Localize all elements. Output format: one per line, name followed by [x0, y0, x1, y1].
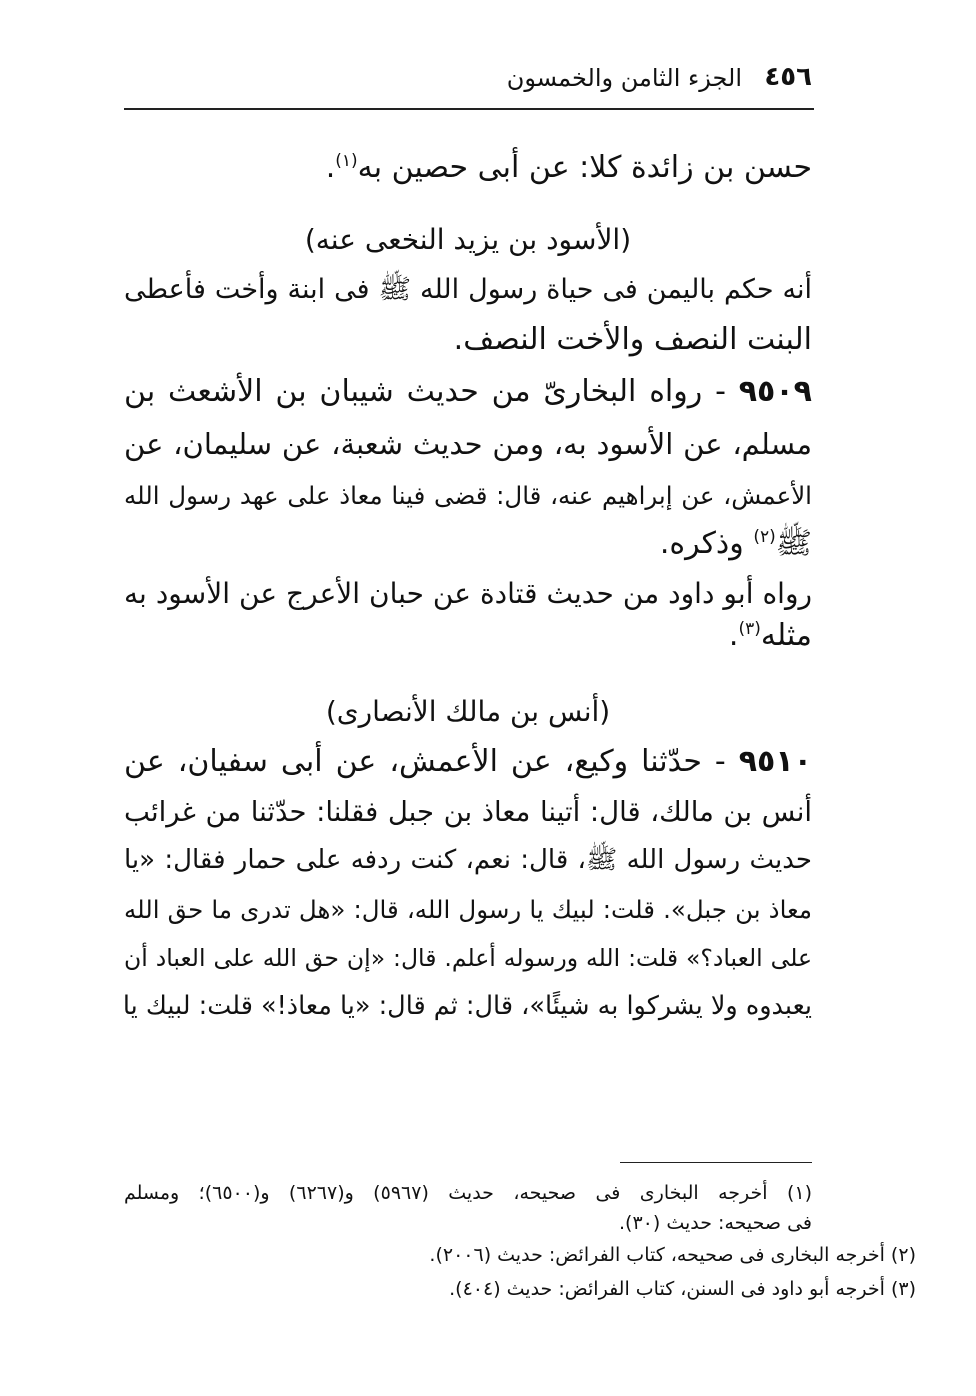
footnote-marker: (٣) [738, 619, 761, 639]
text-segment: حسن بن زائدة كلا: عن أبى حصين به [357, 150, 812, 185]
footnote-marker: (١) [335, 151, 358, 171]
footnote-divider [620, 1162, 812, 1163]
salutation-glyph: ﷺ [775, 526, 812, 561]
header-divider [124, 108, 814, 110]
text-line: على العباد؟» قلت: الله ورسوله أعلم. قال: «إن حق الله على العباد أن [124, 944, 812, 972]
text-line: رواه أبو داود من حديث قتادة عن حبان الأعرج عن الأسود به [124, 577, 812, 610]
text-segment: . [728, 618, 739, 653]
footnote-marker: (٢) [753, 527, 776, 547]
footnote-line: (٢) أخرجه البخارى فى صحيحه، كتاب الفرائض: حديث (٢٠٠٦). [429, 1244, 916, 1266]
text-line: أنه حكم باليمن فى حياة رسول الله ﷺ فى ابنة وأخت فأعطى [124, 274, 812, 305]
text-line [124, 146, 812, 190]
text-segment: - حدّثنا وكيع، عن الأعمش، عن أبى سفيان، عن [124, 744, 726, 779]
text-line: يعبدوه ولا يشركوا به شيئًا»، قال: ثم قال: «يا معاذ!» قلت: لبيك يا [122, 991, 812, 1021]
text-segment: . [325, 150, 336, 185]
page-number: ٤٥٦ [764, 62, 812, 92]
text-line: أنس بن مالك، قال: أتينا معاذ بن جبل فقلنا: حدّثنا من غرائب [124, 796, 812, 828]
text-line [124, 522, 812, 566]
text-segment: - رواه البخارىّ من حديث شيبان بن الأشعث بن [124, 374, 726, 409]
hadith-number: ٩٥٠٩ [738, 374, 812, 409]
page-header [124, 62, 812, 102]
footnote-line: (٣) أخرجه أبو داود فى السنن، كتاب الفرائض: حديث (٤٠٤). [449, 1278, 916, 1300]
text-line: البنت النصف والأخت النصف. [453, 322, 812, 357]
section-heading: (الأسود بن يزيد النخعى عنه) [304, 223, 632, 256]
text-line [124, 614, 812, 658]
text-line: الأعمش، عن إبراهيم عنه، قال: قضى فينا معاذ على عهد رسول الله [124, 481, 812, 510]
text-line: مسلم، عن الأسود به، ومن حديث شعبة، عن سليمان، عن [124, 427, 812, 461]
footnote-line: (١) أخرجه البخارى فى صحيحه، حديث (٥٩٦٧) و(٦٢٦٧) و(٦٥٠٠)؛ ومسلم [124, 1182, 813, 1204]
hadith-number: ٩٥١٠ [738, 744, 812, 779]
hadith-line [124, 370, 812, 414]
text-segment: وذكره. [659, 526, 744, 561]
text-segment: مثله [760, 618, 812, 653]
text-line: حديث رسول الله ﷺ، قال: نعم، كنت ردفه على حمار فقال: «يا [124, 845, 812, 875]
footnote-line: فى صحيحه: حديث (٣٠). [619, 1212, 812, 1234]
section-heading: (أنس بن مالك الأنصارى) [325, 695, 611, 728]
part-title: الجزء الثامن والخمسون [506, 64, 742, 92]
hadith-line [124, 740, 812, 784]
text-line: معاذ بن جبل». قلت: لبيك يا رسول الله، قال: «هل تدرى ما حق الله [124, 895, 812, 924]
